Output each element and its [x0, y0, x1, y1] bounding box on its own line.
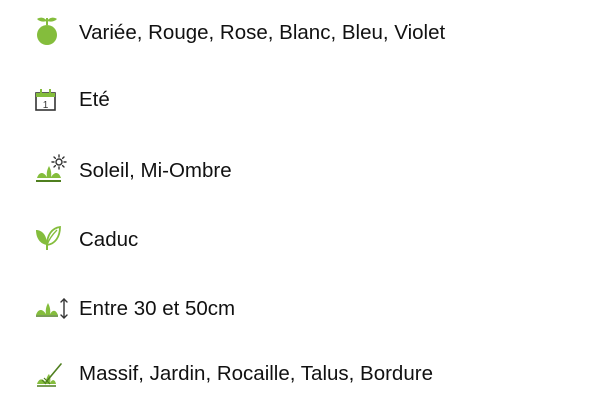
- attribute-label-height: Entre 30 et 50cm: [79, 297, 236, 320]
- attribute-label-color: Variée, Rouge, Rose, Blanc, Bleu, Violet: [79, 21, 446, 44]
- plant-sun-icon: [34, 151, 74, 191]
- attribute-label-season: Eté: [79, 88, 110, 111]
- attribute-row-exposure: [0, 147, 592, 195]
- attribute-label-usage: Massif, Jardin, Rocaille, Talus, Bordure: [79, 362, 433, 385]
- calendar-day-number: 1: [42, 100, 49, 111]
- garden-rake-icon: [34, 354, 74, 394]
- attribute-row-usage: [0, 350, 592, 398]
- attribute-row-color: [0, 9, 592, 57]
- leaf-icon: [34, 220, 74, 260]
- plant-height-icon: [34, 289, 74, 329]
- attribute-label-exposure: Soleil, Mi-Ombre: [79, 159, 232, 182]
- attribute-row-season: [0, 76, 592, 124]
- attribute-label-foliage: Caduc: [79, 228, 139, 251]
- calendar-icon: [34, 80, 74, 120]
- fruit-sprout-icon: [34, 13, 74, 53]
- attribute-row-foliage: [0, 216, 592, 264]
- attribute-row-height: [0, 285, 592, 333]
